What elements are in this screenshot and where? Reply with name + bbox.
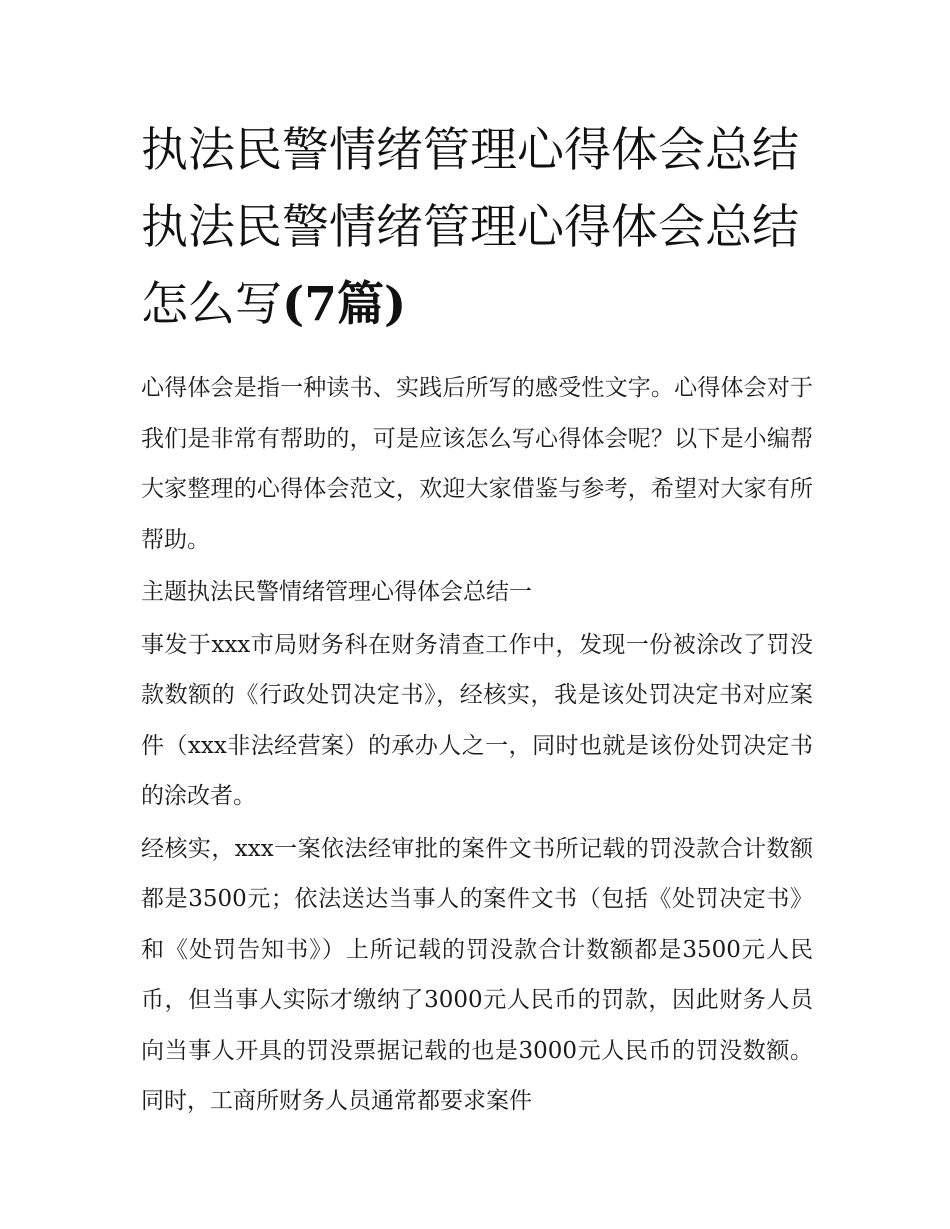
document-body [141, 112, 813, 1127]
document-title [141, 112, 813, 343]
title-suffix-text: (7篇) [282, 277, 407, 332]
body-paragraph-1: 事发于xxx市局财务科在财务清查工作中，发现一份被涂改了罚没款数额的《行政处罚决定书》，经核实，我是该处罚决定书对应案件（xxx非法经营案）的承办人之一，同时也就是该份处罚决定书的涂改者。 [141, 631, 813, 809]
intro-paragraph: 心得体会是指一种读书、实践后所写的感受性文字。心得体会对于我们是非常有帮助的，可是应该怎么写心得体会呢？以下是小编帮大家整理的心得体会范文，欢迎大家借鉴与参考，希望对大家有所帮助。 [141, 375, 813, 553]
section-heading: 主题执法民警情绪管理心得体会总结一 [141, 579, 532, 605]
title-main-text: 执法民警情绪管理心得体会总结 执法民警情绪管理心得体会总结怎么写 [141, 123, 799, 332]
body-paragraph-2: 经核实，xxx一案依法经审批的案件文书所记载的罚没款合计数额都是3500元；依法送达当事人的案件文书（包括《处罚决定书》和《处罚告知书》）上所记载的罚没款合计数额都是3500元人民币，但当事人实际才缴纳了3000元人民币的罚款，因此财务人员向当事人开具的罚没票据记载的也是3000元人民币的罚没数额。同时，工商所财务人员通常都要求案件 [141, 835, 813, 1114]
